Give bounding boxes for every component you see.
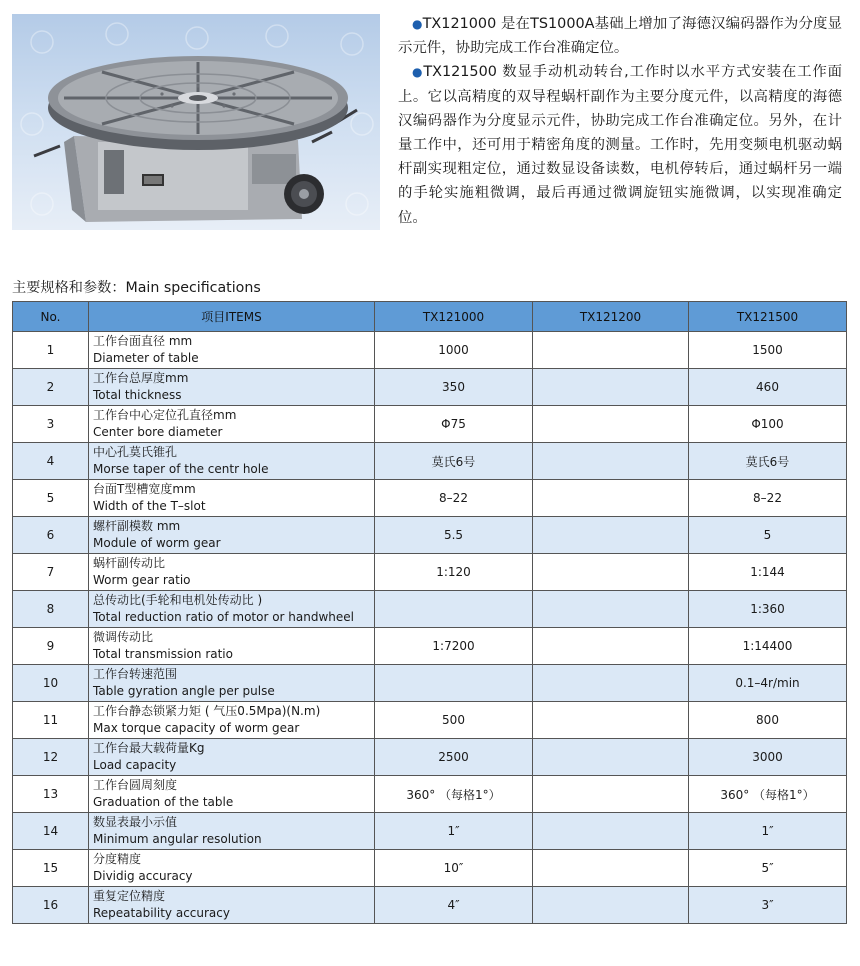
item-name-en: Morse taper of the centr hole — [93, 462, 269, 476]
row-item — [89, 850, 375, 887]
item-name-en: Module of worm gear — [93, 536, 221, 550]
table-row — [13, 591, 847, 628]
specs-table — [12, 301, 847, 924]
value-tx121200 — [533, 369, 689, 406]
value-tx121200 — [533, 554, 689, 591]
value-tx121500: 5 — [689, 517, 847, 554]
row-item — [89, 591, 375, 628]
item-name-cn: 工作台总厚度mm — [93, 371, 189, 385]
row-number: 4 — [13, 443, 89, 480]
table-row — [13, 554, 847, 591]
value-tx121000 — [375, 665, 533, 702]
row-item — [89, 665, 375, 702]
item-name-cn: 蜗杆副传动比 — [93, 556, 166, 570]
value-tx121500: 3″ — [689, 887, 847, 924]
row-item — [89, 443, 375, 480]
item-name-cn: 工作台静态锁紧力矩 ( 气压0.5Mpa)(N.m) — [93, 704, 321, 718]
row-item — [89, 517, 375, 554]
item-name-cn: 工作台面直径 mm — [93, 334, 193, 348]
table-row — [13, 480, 847, 517]
spec-section-title: 主要规格和参数：Main specifications — [12, 280, 261, 296]
value-tx121500: 0.1–4r/min — [689, 665, 847, 702]
value-tx121000: 8–22 — [375, 480, 533, 517]
row-number: 14 — [13, 813, 89, 850]
value-tx121200 — [533, 776, 689, 813]
header-items: 项目ITEMS — [89, 302, 375, 332]
bullet-icon: ● — [412, 65, 424, 80]
item-name-en: Max torque capacity of worm gear — [93, 721, 300, 735]
item-name-cn: 微调传动比 — [93, 630, 154, 644]
value-tx121500: 1″ — [689, 813, 847, 850]
value-tx121000: 360° （每格1°） — [375, 776, 533, 813]
value-tx121500: 3000 — [689, 739, 847, 776]
row-number: 7 — [13, 554, 89, 591]
row-number: 9 — [13, 628, 89, 665]
value-tx121200 — [533, 443, 689, 480]
header-tx121000: TX121000 — [375, 302, 533, 332]
row-number: 11 — [13, 702, 89, 739]
value-tx121000: 1″ — [375, 813, 533, 850]
item-name-en: Diameter of table — [93, 351, 199, 365]
specs-table-header — [13, 302, 847, 332]
item-name-cn: 分度精度 — [93, 852, 142, 866]
table-row — [13, 517, 847, 554]
value-tx121000: Φ75 — [375, 406, 533, 443]
value-tx121000: 500 — [375, 702, 533, 739]
value-tx121200 — [533, 628, 689, 665]
item-name-cn: 工作台圆周刻度 — [93, 778, 178, 792]
row-number: 2 — [13, 369, 89, 406]
row-item — [89, 628, 375, 665]
value-tx121000: 5.5 — [375, 517, 533, 554]
value-tx121000: 10″ — [375, 850, 533, 887]
item-name-en: Total reduction ratio of motor or handwheel — [93, 610, 354, 624]
value-tx121500: 莫氏6号 — [689, 443, 847, 480]
value-tx121000: 1:7200 — [375, 628, 533, 665]
value-tx121200 — [533, 332, 689, 369]
value-tx121500: 8–22 — [689, 480, 847, 517]
value-tx121200 — [533, 702, 689, 739]
item-name-en: Dividig accuracy — [93, 869, 193, 883]
item-name-en: Graduation of the table — [93, 795, 234, 809]
bullet-icon: ● — [412, 17, 423, 31]
row-item — [89, 776, 375, 813]
value-tx121000: 2500 — [375, 739, 533, 776]
item-name-cn: 台面T型槽宽度mm — [93, 482, 196, 496]
row-number: 10 — [13, 665, 89, 702]
specs-table-body — [13, 332, 847, 924]
value-tx121500: 1:360 — [689, 591, 847, 628]
row-item — [89, 369, 375, 406]
row-item — [89, 887, 375, 924]
table-row — [13, 887, 847, 924]
table-row — [13, 332, 847, 369]
item-name-en: Worm gear ratio — [93, 573, 191, 587]
intro-paragraph-1: ●TX121000 是在TS1000A基础上增加了海德汉编码器作为分度显示元件，协助完成工作台准确定位。 — [398, 16, 842, 57]
row-number: 16 — [13, 887, 89, 924]
rotary-table-illustration — [12, 14, 380, 230]
item-name-cn: 重复定位精度 — [93, 889, 166, 903]
item-name-cn: 工作台中心定位孔直径mm — [93, 408, 237, 422]
intro-paragraph-2: ●TX121500 数显手动机动转台,工作时以水平方式安装在工作面上。它以高精度的双导程蜗杆副作为主要分度元件，以高精度的海德汉编码器作为分度显示元件，协助完成工作台准确定位。另外，在计量工作中，还可用于精密角度的测量。工作时，先用变频电机驱动蜗杆副实现粗定位，通过数显设备读数，电机停转后，通过蜗杆另一端的手轮实施粗微调，最后再通过微调旋钮实施微调，以实现准确定位。 — [398, 64, 842, 226]
item-name-cn: 数显表最小示值 — [93, 815, 178, 829]
value-tx121200 — [533, 480, 689, 517]
row-number: 6 — [13, 517, 89, 554]
rotary-table-photo — [12, 14, 380, 230]
header-tx121500: TX121500 — [689, 302, 847, 332]
value-tx121000: 1:120 — [375, 554, 533, 591]
row-item — [89, 554, 375, 591]
value-tx121200 — [533, 887, 689, 924]
item-name-en: Total transmission ratio — [93, 647, 233, 661]
value-tx121200 — [533, 850, 689, 887]
value-tx121500: Φ100 — [689, 406, 847, 443]
item-name-en: Minimum angular resolution — [93, 832, 262, 846]
header-no: No. — [13, 302, 89, 332]
row-number: 12 — [13, 739, 89, 776]
value-tx121500: 800 — [689, 702, 847, 739]
item-name-en: Table gyration angle per pulse — [93, 684, 275, 698]
table-row — [13, 443, 847, 480]
row-item — [89, 332, 375, 369]
row-number: 5 — [13, 480, 89, 517]
value-tx121000: 1000 — [375, 332, 533, 369]
item-name-cn: 总传动比(手轮和电机处传动比 ) — [93, 593, 263, 607]
table-row — [13, 369, 847, 406]
value-tx121000: 4″ — [375, 887, 533, 924]
row-item — [89, 406, 375, 443]
item-name-cn: 工作台最大载荷量Kg — [93, 741, 205, 755]
table-row — [13, 739, 847, 776]
value-tx121000 — [375, 591, 533, 628]
row-number: 13 — [13, 776, 89, 813]
item-name-en: Total thickness — [93, 388, 182, 402]
intro-text — [398, 12, 842, 230]
item-name-cn: 螺杆副模数 mm — [93, 519, 181, 533]
value-tx121500: 460 — [689, 369, 847, 406]
item-name-en: Repeatability accuracy — [93, 906, 230, 920]
value-tx121200 — [533, 517, 689, 554]
value-tx121200 — [533, 739, 689, 776]
row-item — [89, 813, 375, 850]
value-tx121500: 1500 — [689, 332, 847, 369]
value-tx121000: 莫氏6号 — [375, 443, 533, 480]
row-number: 15 — [13, 850, 89, 887]
row-item — [89, 702, 375, 739]
item-name-en: Load capacity — [93, 758, 177, 772]
table-row — [13, 665, 847, 702]
table-row — [13, 776, 847, 813]
value-tx121200 — [533, 591, 689, 628]
row-number: 8 — [13, 591, 89, 628]
item-name-cn: 工作台转速范围 — [93, 667, 178, 681]
table-row — [13, 406, 847, 443]
header-tx121200: TX121200 — [533, 302, 689, 332]
table-row — [13, 850, 847, 887]
value-tx121500: 360° （每格1°） — [689, 776, 847, 813]
item-name-cn: 中心孔莫氏锥孔 — [93, 445, 178, 459]
value-tx121500: 5″ — [689, 850, 847, 887]
value-tx121200 — [533, 406, 689, 443]
value-tx121200 — [533, 813, 689, 850]
row-item — [89, 739, 375, 776]
row-item — [89, 480, 375, 517]
table-row — [13, 702, 847, 739]
row-number: 3 — [13, 406, 89, 443]
item-name-en: Center bore diameter — [93, 425, 223, 439]
value-tx121500: 1:144 — [689, 554, 847, 591]
table-row — [13, 813, 847, 850]
value-tx121000: 350 — [375, 369, 533, 406]
table-row — [13, 628, 847, 665]
value-tx121500: 1:14400 — [689, 628, 847, 665]
item-name-en: Width of the T–slot — [93, 499, 206, 513]
value-tx121200 — [533, 665, 689, 702]
row-number: 1 — [13, 332, 89, 369]
